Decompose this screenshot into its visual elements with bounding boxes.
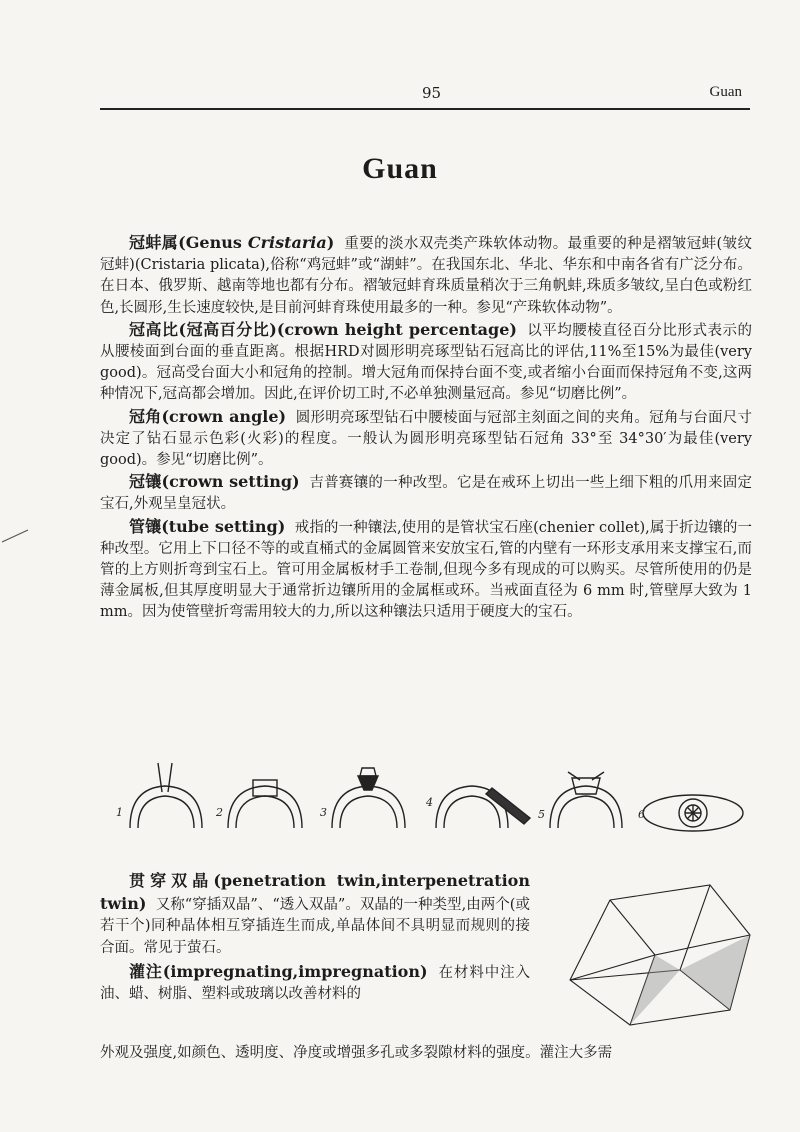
entry-term: 贯穿双晶(penetration twin,interpenetration twin) [100,871,530,914]
entry-impregnation [100,961,530,1005]
header-rule [100,108,750,110]
ring-step-6-top-view [643,795,743,831]
entry-body: 重要的淡水双壳类产珠软体动物。最重要的种是褶皱冠蚌(皱纹冠蚌)(Cristaria plicata),俗称“鸡冠蚌”或“湖蚌”。在我国东北、华北、华东和中南各省有广泛分布。在日本、俄罗斯、越南等地也都有分布。褶皱冠蚌育珠质量稍次于三角帆蚌,珠质多皱纹,呈白色或粉红色,长圆形,生长速度较快,是目前河蚌育珠使用最多的一种。参见“产珠软体动物”。 [100,236,752,316]
entries-block [100,232,752,624]
entry-crown-height-percentage [100,319,752,406]
entry-tube-setting [100,516,752,624]
figure-label-3: 3 [320,806,327,819]
entry-body: 在材料中注入油、蜡、树脂、塑料或玻璃以改善材料的 [100,964,530,1003]
ring-step-3-illustration [332,768,405,828]
entry-crown-angle [100,406,752,472]
ring-step-2-illustration [228,780,302,828]
tube-setting-figure [110,758,750,858]
figure-label-6: 6 [638,808,645,821]
ring-step-4-illustration [436,786,530,828]
ring-step-1-illustration [130,763,202,828]
entry-body: 戒指的一种镶法,使用的是管状宝石座(chenier collet),属于折边镶的一种改型。它用上下口径不等的或直桶式的金属圆管来安放宝石,管的内壁有一环形支承用来支撑宝石,而管的上方则折弯到宝石上。管可用金属板材手工卷制,但现今多有现成的可以购买。尽管所使用的仍是薄金属板,但其厚度明显大于通常折边镶所用的金属框或环。当戒面直径为 6 mm 时,管壁厚大致为 1 mm。因为使管壁折弯需用较大的力,所以这种镶法只适用于硬度大的宝石。 [100,519,752,621]
entry-penetration-twin [100,870,530,959]
entry-term: 冠蚌属(Genus Cristaria) [129,233,335,252]
entry-term: 管镶(tube setting) [129,516,286,536]
continued-text-line: 外观及强度,如颜色、透明度、净度或增强多孔或多裂隙材料的强度。灌注大多需 [100,1045,613,1061]
entry-crown-setting [100,471,752,515]
entry-term: 冠高比(冠高百分比)(crown height percentage) [129,319,517,339]
entry-term: 灌注(impregnating,impregnation) [129,961,428,981]
lower-entries-block [100,870,530,1007]
page-title: Guan [362,152,438,185]
entry-body: 圆形明亮琢型钻石中腰棱面与冠部主刻面之间的夹角。冠角与台面尺寸决定了钻石显示色彩(火彩)的程度。一般认为圆形明亮琢型钻石冠角 33°至 34°30′为最佳(very good)。参见“切磨比例”。 [100,409,752,469]
entry-body: 以平均腰棱直径百分比形式表示的从腰棱面到台面的垂直距离。根据HRD对圆形明亮琢型钻石冠高比的评估,11%至15%为最佳(very good)。冠高受台面大小和冠角的控制。增大冠角而保持台面不变,或者缩小台面而保持冠角不变,这两种情况下,冠高都会增加。因此,在评价切工时,不必单独测量冠高。参见“切磨比例”。 [100,322,753,403]
entry-genus-cristaria [100,232,752,319]
figure-label-1: 1 [116,806,123,819]
ring-step-5-illustration [550,772,622,828]
entry-term: 冠镶(crown setting) [129,472,300,492]
entry-body: 吉普赛镶的一种改型。它是在戒环上切出一些上细下粗的爪用来固定宝石,外观呈皇冠状。 [100,475,752,513]
penetration-twin-crystal-illustration [560,880,760,1030]
page-header [100,84,750,106]
figure-label-2: 2 [216,806,223,819]
figure-label-5: 5 [538,808,545,821]
margin-mark [0,528,30,544]
entry-term: 冠角(crown angle) [129,406,287,426]
page-number: 95 [422,84,442,102]
entry-body: 又称“穿插双晶”、“透入双晶”。双晶的一种类型,由两个(或若干个)同种晶体相互穿插连生而成,单晶体间不具明显而规则的接合面。常见于萤石。 [100,897,530,956]
figure-label-4: 4 [426,796,433,809]
running-head: Guan [709,84,742,100]
